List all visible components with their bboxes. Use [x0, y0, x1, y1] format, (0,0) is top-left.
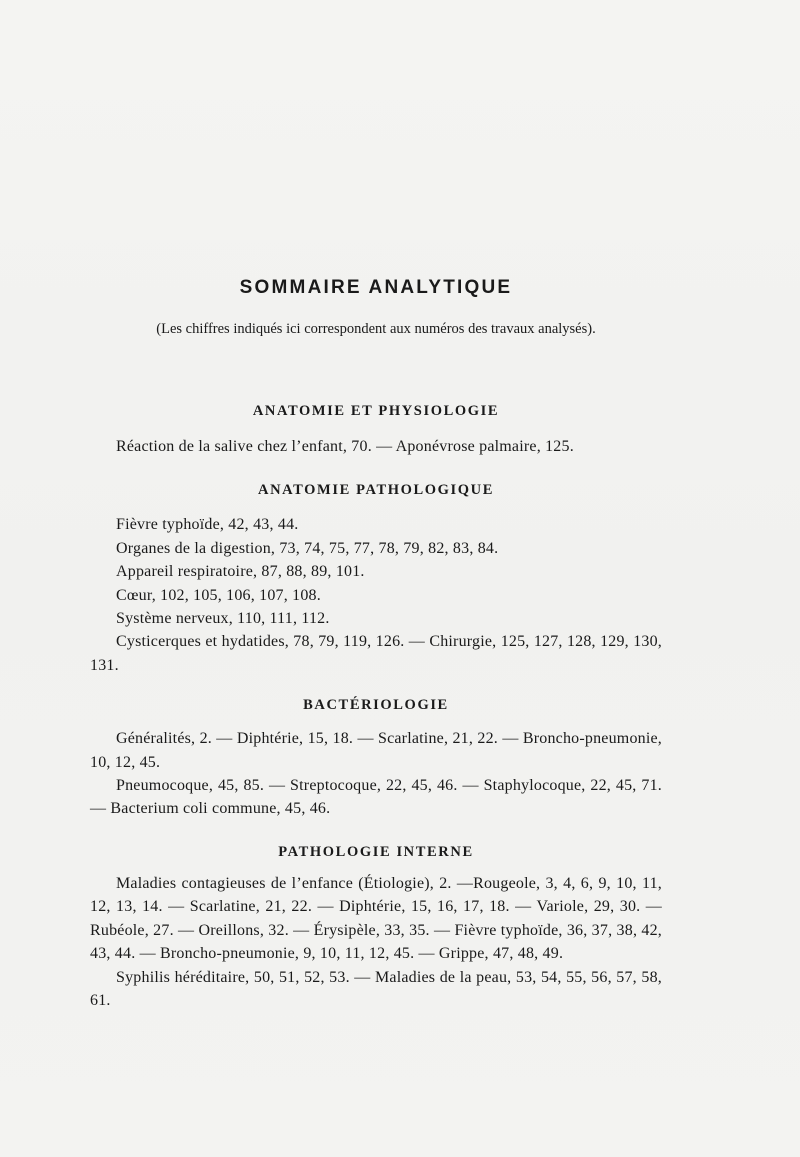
paragraph: Maladies contagieuses de l’enfance (Étiologie), 2. —Rougeole, 3, 4, 6, 9, 10, 11, 12, 13, 14. — Scarlatine, 21, 22. — Diphtérie, 15, 16, 17, 18. — Variole, 29, 30. — Rubéole, 27. — Oreillons, 32. — Érysipèle, 33, 35. — Fièvre typhoïde, 36, 37, 38, 42, 43, 44. — Broncho-pneumonie, 9, 10, 11, 12, 45. — Grippe, 47, 48, 49.: [90, 874, 662, 963]
paragraph: Cœur, 102, 105, 106, 107, 108.: [116, 586, 321, 604]
paragraph: Appareil respiratoire, 87, 88, 89, 101.: [116, 563, 365, 581]
paragraph: Organes de la digestion, 73, 74, 75, 77, 78, 79, 82, 83, 84.: [116, 539, 499, 557]
section-heading-anatomie-physiologie: ANATOMIE ET PHYSIOLOGIE: [252, 403, 500, 419]
paragraph: Fièvre typhoïde, 42, 43, 44.: [116, 516, 299, 534]
section-heading-bacteriologie: BACTÉRIOLOGIE: [303, 697, 449, 714]
paragraph: Cysticerques et hydatides, 78, 79, 119, 126. — Chirurgie, 125, 127, 128, 129, 130, 131.: [90, 633, 662, 674]
section-heading-anatomie-pathologique: ANATOMIE PATHOLOGIQUE: [258, 482, 494, 499]
page-title: SOMMAIRE ANALYTIQUE: [239, 277, 513, 298]
paragraph: Syphilis héréditaire, 50, 51, 52, 53. — Maladies de la peau, 53, 54, 55, 56, 57, 58, 61.: [90, 968, 662, 1009]
paragraph: Généralités, 2. — Diphtérie, 15, 18. — Scarlatine, 21, 22. — Broncho-pneumonie, 10, 12, 45.: [90, 730, 662, 771]
paragraph: Pneumocoque, 45, 85. — Streptocoque, 22, 45, 46. — Staphylocoque, 22, 45, 71. — Bacterium coli commune, 45, 46.: [90, 777, 662, 818]
page-subtitle: (Les chiffres indiqués ici correspondent aux numéros des travaux analysés).: [156, 321, 596, 337]
section-heading-pathologie-interne: PATHOLOGIE INTERNE: [278, 843, 474, 860]
paragraph: Réaction de la salive chez l’enfant, 70. — Aponévrose palmaire, 125.: [116, 438, 574, 455]
paragraph: Système nerveux, 110, 111, 112.: [116, 610, 330, 628]
document-body: [90, 270, 662, 1012]
